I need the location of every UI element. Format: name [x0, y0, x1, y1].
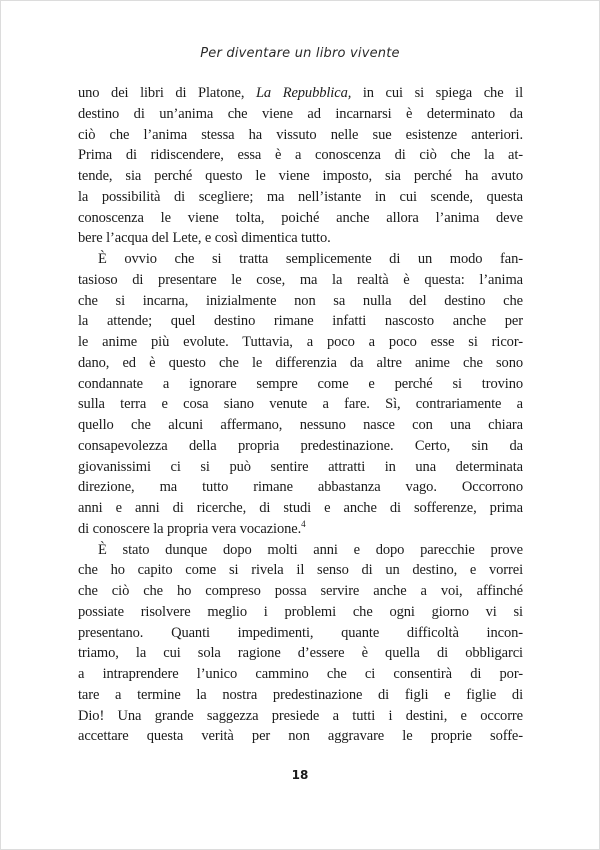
text-segment: dano, ed è questo che le differenzia da altre anime che sono — [78, 354, 523, 371]
text-line — [78, 436, 523, 457]
text-line — [78, 228, 523, 249]
text-line — [78, 394, 523, 415]
text-line — [78, 623, 523, 644]
text-line — [78, 643, 523, 664]
book-title-italic: La Repubblica, — [255, 85, 352, 101]
text-segment: Dio! Una grande saggezza presiede a tutti i destini, e occorre — [78, 707, 523, 724]
text-line — [78, 374, 523, 395]
text-line — [78, 145, 523, 166]
text-line — [78, 187, 523, 208]
text-segment: È ovvio che si tratta semplicemente di un modo fan- — [98, 251, 523, 267]
running-header: Per diventare un libro vivente — [200, 46, 400, 61]
text-segment: tende, sia perché questo le viene imposto, sia perché ha avuto — [78, 168, 523, 184]
text-line — [78, 602, 523, 623]
text-line — [78, 291, 523, 312]
text-segment: tare a termine la nostra predestinazione di figli e figlie di — [78, 686, 523, 703]
text-segment: presentano. Quanti impedimenti, quante difficoltà incon- — [78, 624, 523, 641]
text-segment: condannate a ignorare sempre come e perché si trovino — [78, 375, 523, 392]
text-segment: bere l’acqua del Lete, e così dimentica tutto. — [78, 230, 331, 247]
text-line — [78, 249, 523, 270]
text-segment: triamo, la cui sola ragione d’essere è quella di obbligarci — [78, 645, 523, 662]
text-line — [78, 353, 523, 374]
text-segment: che ho capito come si rivela il senso di un destino, e vorrei — [78, 562, 523, 579]
text-segment: ciò che l’anima stessa ha vissuto nelle sue esistenze anteriori. — [78, 126, 523, 143]
text-segment: destino di un’anima che viene ad incarnarsi è determinato da — [78, 105, 523, 122]
text-line — [78, 311, 523, 332]
text-segment: consapevolezza della propria predestinazione. Certo, sin da — [78, 437, 523, 454]
text-line — [78, 166, 523, 187]
text-segment: accettare questa verità per non aggravare le proprie soffe- — [78, 728, 523, 745]
text-segment: giovanissimi ci si può sentire attratti in una determinata — [78, 458, 523, 475]
text-segment: È stato dunque dopo molti anni e dopo parecchie prove — [98, 541, 523, 558]
text-segment: che si incarna, inizialmente non sa nulla del destino che — [78, 292, 523, 309]
footnote-reference: 4 — [301, 518, 306, 529]
text-segment: tasioso di presentare le cose, ma la realtà è questa: l’anima — [78, 271, 523, 288]
text-segment: le anime più evolute. Tuttavia, a poco a poco esse si ricor- — [78, 334, 523, 350]
text-segment: la possibilità di scegliere; ma nell’istante in cui scende, questa — [78, 188, 523, 205]
text-segment: di conoscere la propria vera vocazione. — [78, 520, 302, 537]
text-line — [78, 664, 523, 685]
text-line — [78, 685, 523, 706]
text-segment: anni e anni di ricerche, di studi e anche di sofferenze, prima — [78, 500, 523, 516]
text-line — [78, 540, 523, 561]
text-segment: che ciò che ho compreso possa servire anche a voi, affinché — [78, 583, 523, 599]
page-number: 18 — [291, 768, 309, 782]
text-line — [78, 270, 523, 291]
text-segment: conoscenza le viene tolta, poiché anche allora l’anima deve — [78, 209, 523, 226]
text-line — [78, 581, 523, 602]
text-line — [78, 477, 523, 498]
text-segment: Prima di ridiscendere, essa è a conoscenza di ciò che la at- — [78, 147, 523, 164]
text-line — [78, 726, 523, 747]
text-segment: a intraprendere l’unico cammino che ci consentirà di por- — [78, 666, 523, 682]
text-segment: possiate risolvere meglio i problemi che ogni giorno vi si — [78, 603, 523, 620]
text-line — [78, 104, 523, 125]
text-segment: uno dei libri di Platone, — [78, 85, 256, 101]
text-line — [78, 706, 523, 727]
body-text — [78, 83, 523, 747]
text-line — [78, 208, 523, 229]
text-segment: sulla terra e cosa siano venute a fare. Sì, contrariamente a — [78, 396, 523, 413]
text-line — [78, 415, 523, 436]
text-segment: quello che alcuni affermano, nessuno nasce con una chiara — [78, 417, 523, 433]
text-line — [78, 519, 523, 540]
text-line — [78, 83, 523, 104]
text-segment: in cui si spiega che il — [351, 85, 523, 101]
text-segment: direzione, ma tutto rimane abbastanza vago. Occorrono — [78, 479, 523, 496]
text-line — [78, 125, 523, 146]
text-line — [78, 560, 523, 581]
text-line — [78, 457, 523, 478]
text-segment: la attende; quel destino rimane infatti nascosto anche per — [78, 313, 523, 330]
text-line — [78, 498, 523, 519]
text-line — [78, 332, 523, 353]
